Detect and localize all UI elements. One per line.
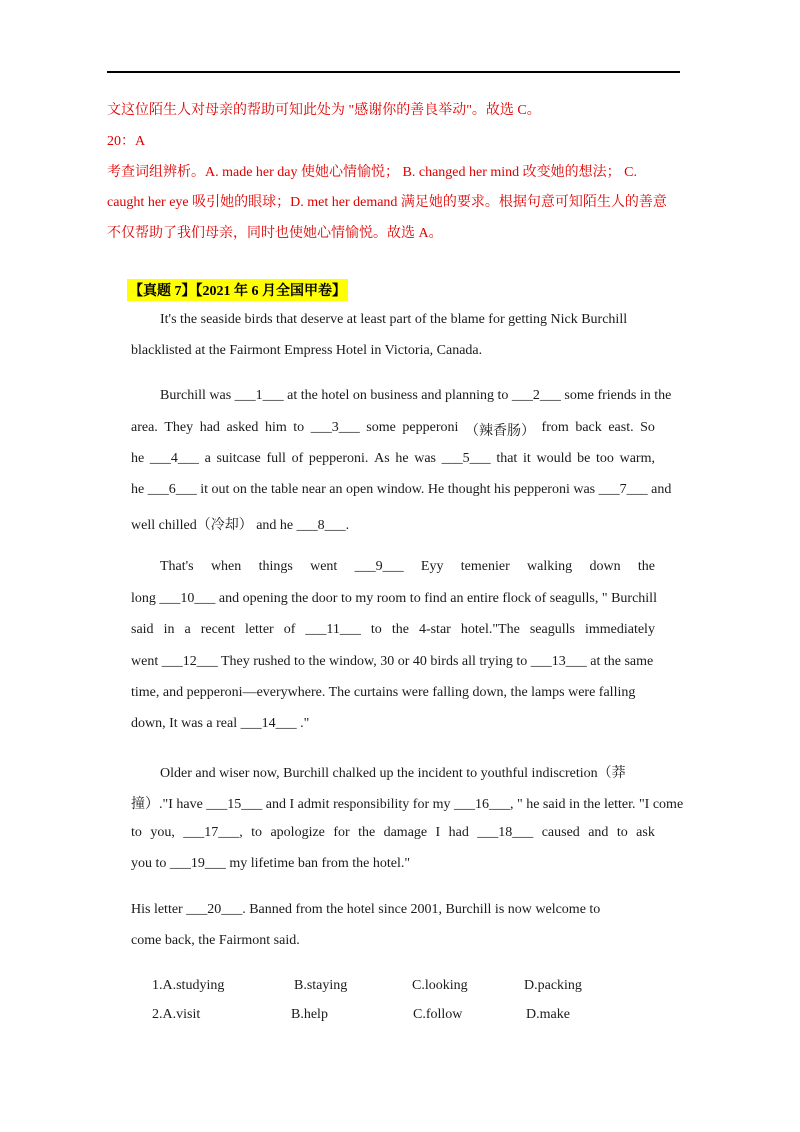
word: went bbox=[310, 559, 338, 574]
word: immediately bbox=[584, 622, 655, 637]
word: too bbox=[596, 451, 614, 466]
word: had bbox=[448, 825, 469, 840]
word: and bbox=[588, 825, 609, 840]
passage-line: come back, the Fairmont said. bbox=[131, 933, 300, 948]
passage-line: you to ___19___ my lifetime ban from the hotel." bbox=[131, 856, 411, 871]
word: ___11___ bbox=[305, 622, 361, 637]
word: walking bbox=[527, 559, 573, 574]
option-1a: 1.A.studying bbox=[152, 978, 225, 993]
option-2a: 2.A.visit bbox=[152, 1007, 201, 1022]
word: pepperoni bbox=[402, 420, 459, 435]
word: pepperoni. bbox=[308, 451, 369, 466]
word: of bbox=[291, 451, 304, 466]
word: of bbox=[283, 622, 296, 637]
word: full bbox=[266, 451, 286, 466]
word: back bbox=[575, 420, 602, 435]
word: warm, bbox=[619, 451, 655, 466]
word: As bbox=[374, 451, 390, 466]
explanation-line-5: 不仅帮助了我们母亲，同时也使她心情愉悦。故选 A。 bbox=[107, 226, 443, 241]
passage-line-justified bbox=[131, 420, 655, 440]
word: ask bbox=[636, 825, 655, 840]
word: for bbox=[333, 825, 350, 840]
word: asked bbox=[226, 420, 259, 435]
word: the bbox=[358, 825, 376, 840]
explanation-line-3: 考查词组辨析。A. made her day 使她心情愉悦； B. changed her mind 改变她的想法； C. bbox=[107, 165, 637, 180]
word: would bbox=[536, 451, 572, 466]
word: that bbox=[496, 451, 518, 466]
word: apologize bbox=[270, 825, 325, 840]
passage-line: time, and pepperoni—everywhere. The curtains were falling down, the lamps were falling bbox=[131, 685, 636, 700]
passage-line-justified bbox=[131, 622, 655, 638]
word: he bbox=[131, 451, 145, 466]
word: things bbox=[258, 559, 293, 574]
word: ___5___ bbox=[441, 451, 491, 466]
word: in bbox=[163, 622, 175, 637]
header-rule bbox=[107, 71, 680, 73]
word: a bbox=[184, 622, 191, 637]
word: the bbox=[637, 559, 655, 574]
word: down bbox=[589, 559, 621, 574]
passage-line: went ___12___ They rushed to the window, 30 or 40 birds all trying to ___13___ at the same bbox=[131, 654, 654, 669]
passage-line-justified bbox=[160, 559, 655, 575]
word: said bbox=[131, 622, 154, 637]
word: They bbox=[164, 420, 194, 435]
passage-line: blacklisted at the Fairmont Empress Hotel in Victoria, Canada. bbox=[131, 343, 483, 358]
word: to bbox=[293, 420, 305, 435]
word: temenier bbox=[460, 559, 510, 574]
word: So bbox=[640, 420, 655, 435]
word: recent bbox=[200, 622, 235, 637]
word: ___17___, bbox=[183, 825, 243, 840]
word: it bbox=[523, 451, 531, 466]
word: from bbox=[541, 420, 569, 435]
word: Eyy bbox=[420, 559, 444, 574]
word: caused bbox=[541, 825, 580, 840]
word: ___9___ bbox=[354, 559, 404, 574]
word: suitcase bbox=[216, 451, 261, 466]
word: ___4___ bbox=[149, 451, 199, 466]
word: to bbox=[616, 825, 628, 840]
word: That's bbox=[160, 559, 194, 574]
word: to bbox=[370, 622, 382, 637]
word: east. bbox=[608, 420, 634, 435]
explanation-line-4: caught her eye 吸引她的眼球；D. met her demand 满足她的要求。根据句意可知陌生人的善意 bbox=[107, 195, 667, 210]
word: was bbox=[414, 451, 436, 466]
word: had bbox=[199, 420, 220, 435]
word: a bbox=[204, 451, 211, 466]
word: he bbox=[395, 451, 409, 466]
option-2c: C.follow bbox=[413, 1007, 463, 1022]
passage-line: Burchill was ___1___ at the hotel on business and planning to ___2___ some friends in the bbox=[160, 388, 672, 403]
passage-line-justified bbox=[131, 451, 655, 467]
word: hotel."The bbox=[460, 622, 520, 637]
word: to bbox=[131, 825, 142, 840]
word: （辣香肠） bbox=[464, 424, 535, 439]
word: ___18___ bbox=[477, 825, 534, 840]
passage-line-justified bbox=[131, 825, 655, 841]
passage-line: It's the seaside birds that deserve at least part of the blame for getting Nick Burchill bbox=[160, 312, 628, 327]
explanation-line-1: 文这位陌生人对母亲的帮助可知此处为 "感谢你的善良举动"。故选 C。 bbox=[107, 103, 541, 118]
option-1b: B.staying bbox=[294, 978, 348, 993]
word: to bbox=[251, 825, 263, 840]
word: area. bbox=[131, 420, 158, 435]
word: be bbox=[577, 451, 591, 466]
passage-line: long ___10___ and opening the door to my room to find an entire flock of seagulls, " Burchill bbox=[131, 591, 657, 606]
option-1d: D.packing bbox=[524, 978, 582, 993]
passage-line: His letter ___20___. Banned from the hotel since 2001, Burchill is now welcome to bbox=[131, 902, 601, 917]
section-tag: 【真题 7】【2021 年 6 月全国甲卷】 bbox=[127, 279, 348, 301]
word: the bbox=[391, 622, 409, 637]
word: letter bbox=[244, 622, 274, 637]
answer-label: 20：A bbox=[107, 134, 146, 149]
passage-line: well chilled（冷却） and he ___8___. bbox=[131, 518, 350, 533]
passage-line: Older and wiser now, Burchill chalked up the incident to youthful indiscretion（莽 bbox=[160, 766, 626, 781]
word: I bbox=[435, 825, 441, 840]
passage-line: down, It was a real ___14___ ." bbox=[131, 716, 310, 731]
word: some bbox=[366, 420, 396, 435]
option-1c: C.looking bbox=[412, 978, 468, 993]
word: you, bbox=[150, 825, 175, 840]
word: 4-star bbox=[418, 622, 451, 637]
word: him bbox=[264, 420, 287, 435]
word: when bbox=[210, 559, 242, 574]
word: ___3___ bbox=[310, 420, 360, 435]
passage-line: he ___6___ it out on the table near an open window. He thought his pepperoni was ___7___ and bbox=[131, 482, 672, 497]
option-2d: D.make bbox=[526, 1007, 570, 1022]
word: seagulls bbox=[529, 622, 575, 637]
option-2b: B.help bbox=[291, 1007, 328, 1022]
passage-line: 撞）."I have ___15___ and I admit responsibility for my ___16___, " he said in the letter. "I come bbox=[131, 797, 684, 812]
word: damage bbox=[383, 825, 428, 840]
